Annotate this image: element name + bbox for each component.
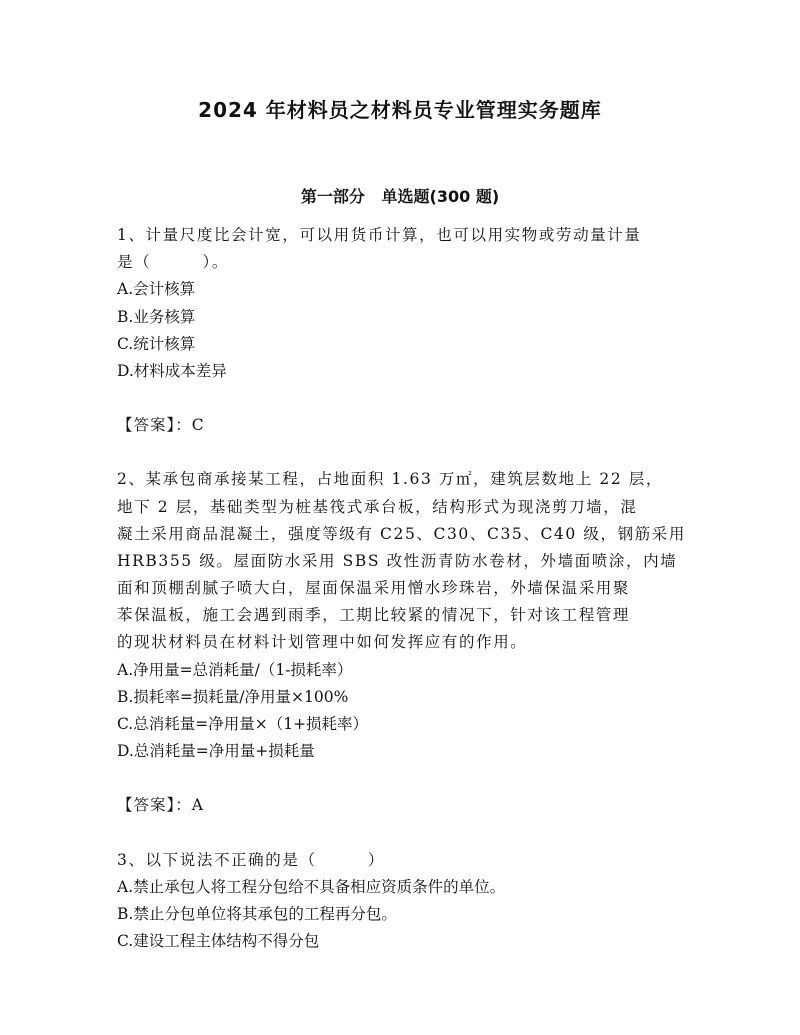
option-a: A.会计核算 (117, 280, 196, 299)
question-stem-line: 1、计量尺度比会计宽，可以用货币计算，也可以用实物或劳动量计量 (117, 226, 642, 244)
spacer (117, 385, 687, 412)
question-stem-line: 苯保温板，施工会遇到雨季，工期比较紧的情况下，针对该工程管理 (117, 606, 631, 625)
answer-label: 【答案】：C (117, 416, 205, 435)
option-a: A.禁止承包人将工程分包给不具备相应资质条件的单位。 (117, 877, 506, 896)
question-stem-line: 地下 2 层，基础类型为桩基筏式承台板，结构形式为现浇剪刀墙，混 (117, 497, 638, 516)
question-stem-line: 的现状材料员在材料计划管理中如何发挥应有的作用。 (117, 633, 528, 652)
question-stem-line: HRB355 级。屋面防水采用 SBS 改性沥青防水卷材，外墙面喷涂，内墙 (117, 551, 678, 570)
question-stem-line: 3、以下说法不正确的是（ ） (117, 850, 385, 869)
option-d: D.总消耗量=净用量+损耗量 (117, 742, 315, 761)
option-b: B.业务核算 (117, 307, 196, 326)
question-stem-line: 2、某承包商承接某工程，占地面积 1.63 万㎡，建筑层数地上 22 层， (117, 470, 664, 489)
answer-label: 【答案】：A (117, 796, 204, 815)
question-2 (117, 466, 687, 846)
spacer (117, 820, 687, 847)
question-3 (117, 847, 687, 956)
option-b: B.禁止分包单位将其承包的工程再分包。 (117, 904, 397, 923)
question-stem-line: 是（ ）。 (117, 253, 229, 272)
section-title: 第一部分 单选题(300 题) (300, 187, 500, 206)
question-list (117, 222, 687, 955)
spacer (117, 765, 687, 792)
option-b: B.损耗率=损耗量/净用量×100% (117, 687, 349, 706)
spacer (117, 439, 687, 466)
question-stem-line: 凝土采用商品混凝土，强度等级有 C25、C30、C35、C40 级，钢筋采用 (117, 524, 686, 543)
option-c: C.总消耗量=净用量×（1+损耗率） (117, 715, 369, 733)
option-d: D.材料成本差异 (117, 361, 227, 380)
document-title: 2024 年材料员之材料员专业管理实务题库 (198, 98, 602, 122)
option-c: C.建设工程主体结构不得分包 (117, 932, 320, 951)
option-c: C.统计核算 (117, 334, 196, 353)
question-stem-line: 面和顶棚刮腻子喷大白，屋面保温采用憎水珍珠岩，外墙保温采用聚 (117, 579, 631, 598)
question-1 (117, 222, 687, 466)
option-a: A.净用量=总消耗量/（1-损耗率） (117, 660, 353, 679)
